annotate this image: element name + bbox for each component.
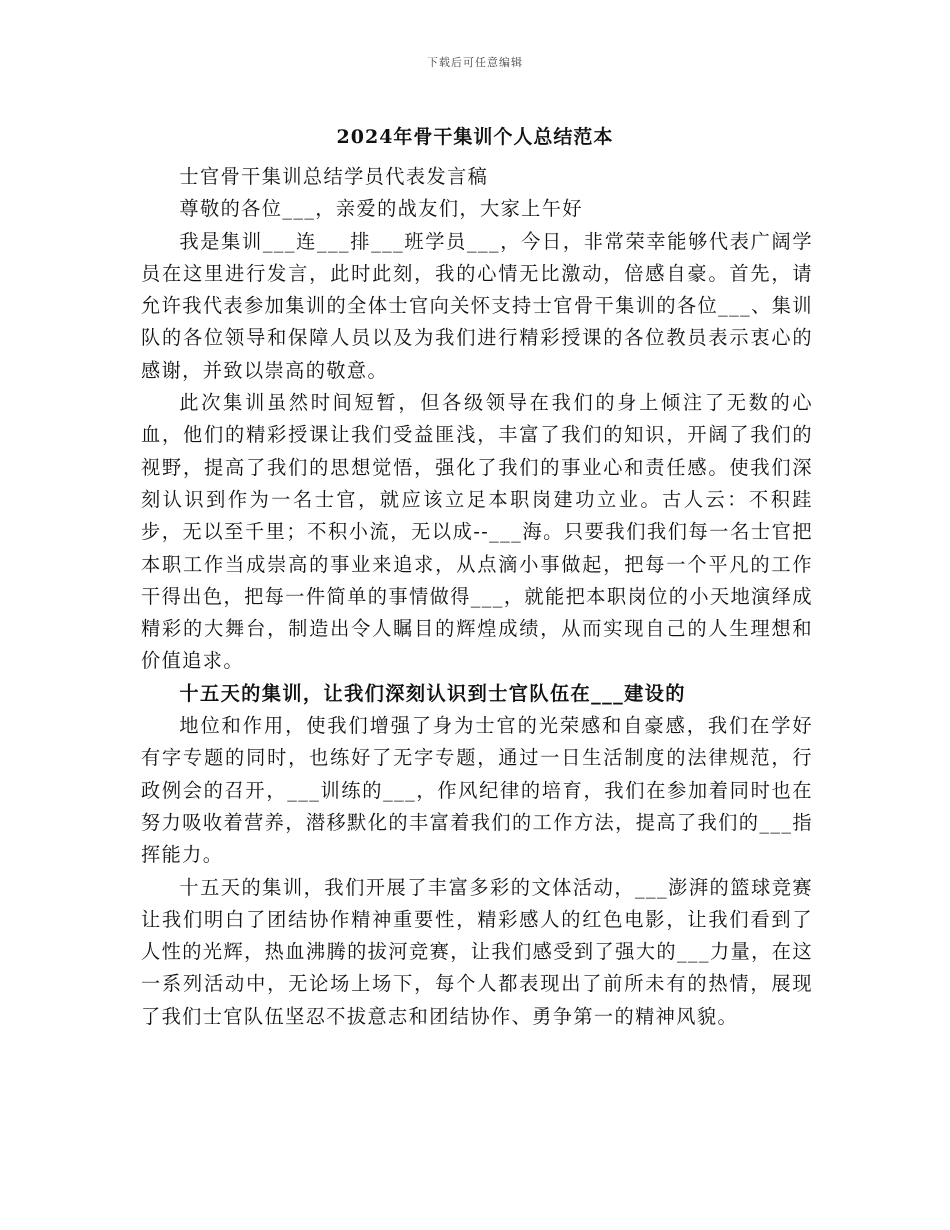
paragraph-introduction: 我是集训___连___排___班学员___，今日，非常荣幸能够代表广阔学员在这里进行发言，此时此刻，我的心情无比激动，倍感自豪。首先，请允许我代表参加集训的全体士官向关怀支持士官骨干集训的各位___、集训队的各位领导和保障人员以及为我们进行精彩授课的各位教员表示衷心的感谢，并致以崇高的敬意。 xyxy=(141,229,813,382)
paragraph-greeting: 尊敬的各位___，亲爱的战友们，大家上午好 xyxy=(179,197,583,221)
paragraph-training-gains: 此次集训虽然时间短暂，但各级领导在我们的身上倾注了无数的心血，他们的精彩授课让我们受益匪浅，丰富了我们的知识，开阔了我们的视野，提高了我们的思想觉悟，强化了我们的事业心和责任感。使我们深刻认识到作为一名士官，就应该立足本职岗建功立业。古人云：不积跬步，无以至千里；不积小流，无以成--___海。只要我们我们每一名士官把本职工作当成崇高的事业来追求，从点滴小事做起，把每一个平凡的工作干得出色，把每一件简单的事情做得___，就能把本职岗位的小天地演绎成精彩的大舞台，制造出令人瞩目的辉煌成绩，从而实现自己的人生理想和价值追求。 xyxy=(141,391,813,673)
document-title: 2024年骨干集训个人总结范本 xyxy=(336,126,614,148)
paragraph-role-and-function: 地位和作用，使我们增强了身为士官的光荣感和自豪感，我们在学好有字专题的同时，也练好了无字专题，通过一日生活制度的法律规范，行政例会的召开，___训练的___，作风纪律的培育，我们在参加着同时也在努力吸收着营养，潜移默化的丰富着我们的工作方法，提高了我们的___指挥能力。 xyxy=(141,714,813,867)
paragraph-speech-title: 士官骨干集训总结学员代表发言稿 xyxy=(179,165,489,188)
document-body xyxy=(141,161,813,1033)
paragraph-activities: 十五天的集训，我们开展了丰富多彩的文体活动，___澎湃的篮球竞赛让我们明白了团结协作精神重要性，精彩感人的红色电影，让我们看到了人性的光辉，热血沸腾的拔河竞赛，让我们感受到了强大的___力量，在这一系列活动中，无论场上场下，每个人都表现出了前所未有的热情，展现了我们士官队伍坚忍不拔意志和团结协作、勇争第一的精神风貌。 xyxy=(141,875,813,1028)
paragraph-bold-heading: 十五天的集训，让我们深刻认识到士官队伍在___建设的 xyxy=(179,681,686,705)
header-note: 下载后可任意编辑 xyxy=(427,56,523,69)
